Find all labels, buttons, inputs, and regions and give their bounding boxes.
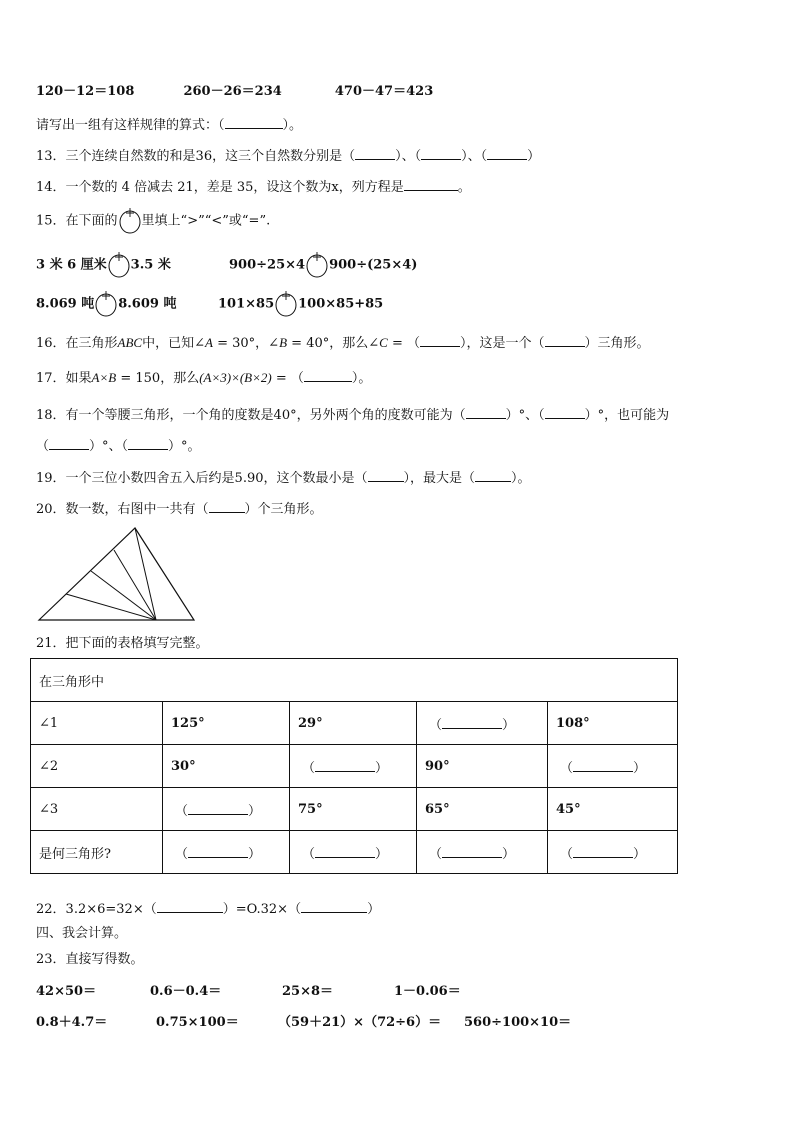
q13-sep: ）、（ bbox=[461, 149, 488, 164]
answer-blank[interactable] bbox=[157, 900, 223, 913]
question-19 bbox=[36, 469, 531, 487]
paren-close: ） bbox=[633, 846, 647, 862]
paren-close: ） bbox=[375, 846, 389, 862]
paren-close: ） bbox=[502, 846, 516, 862]
paren-open: （ bbox=[302, 760, 316, 776]
q22-text: ）=O.32×（ bbox=[222, 902, 302, 917]
q17-expr: (A×3)×(B×2) bbox=[199, 370, 272, 385]
q18-text: ）°、（ bbox=[505, 408, 545, 423]
q18-text: ）°。 bbox=[168, 439, 201, 454]
pattern-question-close: ）。 bbox=[282, 118, 303, 133]
table-cell-blank[interactable] bbox=[290, 831, 417, 874]
row-label: ∠2 bbox=[31, 745, 163, 788]
table-cell-blank[interactable] bbox=[163, 788, 290, 831]
answer-blank[interactable] bbox=[209, 500, 245, 513]
compare-oval-icon[interactable] bbox=[119, 208, 141, 234]
calc-item: 0.8＋4.7＝ bbox=[36, 1015, 108, 1030]
angle-a-value: = 30° bbox=[212, 336, 256, 351]
question-21 bbox=[36, 636, 209, 652]
q20-close: ）个三角形。 bbox=[244, 502, 323, 517]
answer-blank[interactable] bbox=[225, 116, 283, 129]
q14-close: 。 bbox=[457, 180, 471, 195]
q18-text: ）°，也可能为 bbox=[584, 408, 670, 423]
q23-text: 23．直接写得数。 bbox=[36, 952, 144, 967]
equation-row-top bbox=[36, 84, 433, 100]
calc-item: 560÷100×10＝ bbox=[464, 1015, 572, 1030]
q15-c-right: 8.609 吨 bbox=[118, 296, 177, 312]
question-18-line-1 bbox=[36, 406, 669, 424]
table-cell: 108° bbox=[548, 702, 678, 745]
table-header: 在三角形中 bbox=[31, 659, 678, 702]
calc-row-1 bbox=[36, 984, 461, 1000]
table-cell: 65° bbox=[417, 788, 548, 831]
table-cell-blank[interactable] bbox=[548, 745, 678, 788]
q16-text: ，∠ bbox=[255, 336, 280, 351]
q14-text: 14．一个数的 4 倍减去 21，差是 35，设这个数为x，列方程是 bbox=[36, 180, 404, 195]
angle-c: C bbox=[379, 335, 388, 350]
q18-text: （ bbox=[36, 439, 50, 454]
q13-close: ） bbox=[527, 149, 541, 164]
paren-close: ） bbox=[375, 760, 389, 776]
answer-blank[interactable] bbox=[49, 437, 89, 450]
q16-text: 16．在三角形 bbox=[36, 336, 118, 351]
question-14 bbox=[36, 178, 471, 196]
answer-blank[interactable] bbox=[304, 369, 352, 382]
q20-text: 20．数一数，右图中一共有（ bbox=[36, 502, 209, 517]
paren-open: （ bbox=[429, 846, 443, 862]
answer-blank[interactable] bbox=[128, 437, 168, 450]
q15-row-2 bbox=[36, 291, 176, 318]
answer-blank[interactable] bbox=[315, 845, 375, 858]
table-cell: 75° bbox=[290, 788, 417, 831]
table-row bbox=[31, 831, 678, 874]
q18-text: 18．有一个等腰三角形，一个角的度数是40°，另外两个角的度数可能为（ bbox=[36, 408, 466, 423]
table-row bbox=[31, 745, 678, 788]
paren-close: ） bbox=[502, 717, 516, 733]
section-4-title: 四、我会计算。 bbox=[36, 926, 128, 941]
q17-text: ，那么 bbox=[160, 371, 200, 386]
table-cell-blank[interactable] bbox=[290, 745, 417, 788]
q13-sep: ）、（ bbox=[395, 149, 422, 164]
section-4-heading bbox=[36, 926, 127, 942]
q15-row-1 bbox=[36, 252, 171, 279]
q16-text: ）三角形。 bbox=[584, 336, 650, 351]
pattern-question-text: 请写出一组有这样规律的算式：（ bbox=[36, 118, 225, 133]
calc-item: 1－0.06＝ bbox=[394, 984, 461, 999]
answer-blank[interactable] bbox=[368, 469, 404, 482]
question-16 bbox=[36, 334, 650, 352]
question-23 bbox=[36, 952, 144, 968]
q15-row-1b bbox=[229, 252, 417, 279]
q15-d-right: 100×85+85 bbox=[298, 296, 384, 312]
row-label: 是何三角形? bbox=[31, 831, 163, 874]
answer-blank[interactable] bbox=[421, 147, 461, 160]
row-label: ∠1 bbox=[31, 702, 163, 745]
question-22 bbox=[36, 900, 380, 918]
q17-expr: A×B bbox=[91, 370, 117, 385]
paren-open: （ bbox=[175, 803, 189, 819]
q15-c-left: 8.069 吨 bbox=[36, 296, 95, 312]
paren-close: ） bbox=[248, 846, 262, 862]
equation-2: 260－26＝234 bbox=[183, 84, 282, 99]
calc-item: 0.6－0.4＝ bbox=[150, 984, 222, 999]
table-cell: 125° bbox=[163, 702, 290, 745]
q16-text: ，那么∠ bbox=[329, 336, 380, 351]
paren-open: （ bbox=[429, 717, 443, 733]
answer-blank[interactable] bbox=[355, 147, 395, 160]
triangle-name: ABC bbox=[117, 335, 143, 350]
q15-b-right: 900÷(25×4) bbox=[329, 257, 418, 273]
answer-blank[interactable] bbox=[420, 334, 460, 347]
equation-3: 470－47＝423 bbox=[334, 84, 434, 99]
q15-a-right: 3.5 米 bbox=[130, 257, 171, 273]
paren-close: ） bbox=[633, 760, 647, 776]
answer-blank[interactable] bbox=[573, 759, 633, 772]
angle-a: A bbox=[205, 335, 213, 350]
table-cell: 90° bbox=[417, 745, 548, 788]
q15-b-left: 900÷25×4 bbox=[229, 257, 306, 273]
compare-oval-icon[interactable] bbox=[275, 291, 297, 317]
answer-blank[interactable] bbox=[301, 900, 367, 913]
calc-item: 0.75×100＝ bbox=[156, 1015, 239, 1030]
q22-text: 22．3.2×6=32×（ bbox=[36, 902, 157, 917]
paren-open: （ bbox=[302, 846, 316, 862]
q17-eq: = （ bbox=[271, 371, 304, 386]
q15-row-2b bbox=[218, 291, 383, 318]
equation-1: 120－12＝108 bbox=[36, 84, 135, 99]
calc-item: 42×50＝ bbox=[36, 984, 97, 999]
angle-b-value: = 40° bbox=[287, 336, 330, 351]
angle-table bbox=[30, 658, 678, 874]
table-cell: 29° bbox=[290, 702, 417, 745]
answer-blank[interactable] bbox=[573, 845, 633, 858]
q17-close: ）。 bbox=[351, 371, 372, 386]
q15-text: 15．在下面的 bbox=[36, 213, 118, 229]
answer-blank[interactable] bbox=[315, 759, 375, 772]
question-15 bbox=[36, 208, 270, 235]
table-cell-blank[interactable] bbox=[163, 831, 290, 874]
calc-item: 25×8＝ bbox=[282, 984, 334, 999]
q22-close: ） bbox=[367, 902, 381, 917]
question-17 bbox=[36, 369, 371, 387]
pattern-question bbox=[36, 116, 302, 134]
table-row bbox=[31, 702, 678, 745]
q19-text: 19．一个三位小数四舍五入后约是5.90，这个数最小是（ bbox=[36, 471, 368, 486]
q17-value: = 150 bbox=[116, 371, 161, 386]
paren-open: （ bbox=[560, 760, 574, 776]
answer-blank[interactable] bbox=[545, 334, 585, 347]
q15-a-left: 3 米 6 厘米 bbox=[36, 257, 107, 273]
answer-blank[interactable] bbox=[475, 469, 511, 482]
q17-text: 17．如果 bbox=[36, 371, 92, 386]
q19-text: ），最大是（ bbox=[403, 471, 476, 486]
answer-blank[interactable] bbox=[188, 802, 248, 815]
q15-d-left: 101×85 bbox=[218, 296, 275, 312]
answer-blank[interactable] bbox=[188, 845, 248, 858]
calc-row-2 bbox=[36, 1015, 571, 1031]
answer-blank[interactable] bbox=[466, 406, 506, 419]
table-cell-blank[interactable] bbox=[548, 831, 678, 874]
q13-text: 13．三个连续自然数的和是36，这三个自然数分别是（ bbox=[36, 149, 356, 164]
q16-text: ），这是一个（ bbox=[459, 336, 545, 351]
answer-blank[interactable] bbox=[442, 845, 502, 858]
compare-oval-icon[interactable] bbox=[108, 252, 130, 278]
paren-open: （ bbox=[560, 846, 574, 862]
table-cell: 30° bbox=[163, 745, 290, 788]
calc-item: （59＋21）×（72÷6）＝ bbox=[278, 1015, 442, 1030]
table-cell: 45° bbox=[548, 788, 678, 831]
q18-text: ）°、（ bbox=[89, 439, 129, 454]
q16-text: 中，已知∠ bbox=[142, 336, 206, 351]
paren-close: ） bbox=[248, 803, 262, 819]
table-cell-blank[interactable] bbox=[417, 702, 548, 745]
q19-close: ）。 bbox=[511, 471, 531, 486]
angle-b: B bbox=[279, 335, 288, 350]
paren-open: （ bbox=[175, 846, 189, 862]
q15-text: 里填上“>”“<”或“=”. bbox=[141, 213, 271, 229]
angle-c-eq: = （ bbox=[387, 336, 420, 351]
q21-text: 21．把下面的表格填写完整。 bbox=[36, 636, 209, 651]
answer-blank[interactable] bbox=[404, 178, 458, 191]
compare-oval-icon[interactable] bbox=[306, 252, 328, 278]
question-13 bbox=[36, 147, 540, 165]
answer-blank[interactable] bbox=[487, 147, 527, 160]
compare-oval-icon[interactable] bbox=[95, 291, 117, 317]
answer-blank[interactable] bbox=[545, 406, 585, 419]
triangle-figure bbox=[36, 525, 198, 623]
question-20 bbox=[36, 500, 323, 518]
row-label: ∠3 bbox=[31, 788, 163, 831]
table-cell-blank[interactable] bbox=[417, 831, 548, 874]
answer-blank[interactable] bbox=[442, 716, 502, 729]
question-18-line-2 bbox=[36, 437, 201, 455]
table-row bbox=[31, 788, 678, 831]
